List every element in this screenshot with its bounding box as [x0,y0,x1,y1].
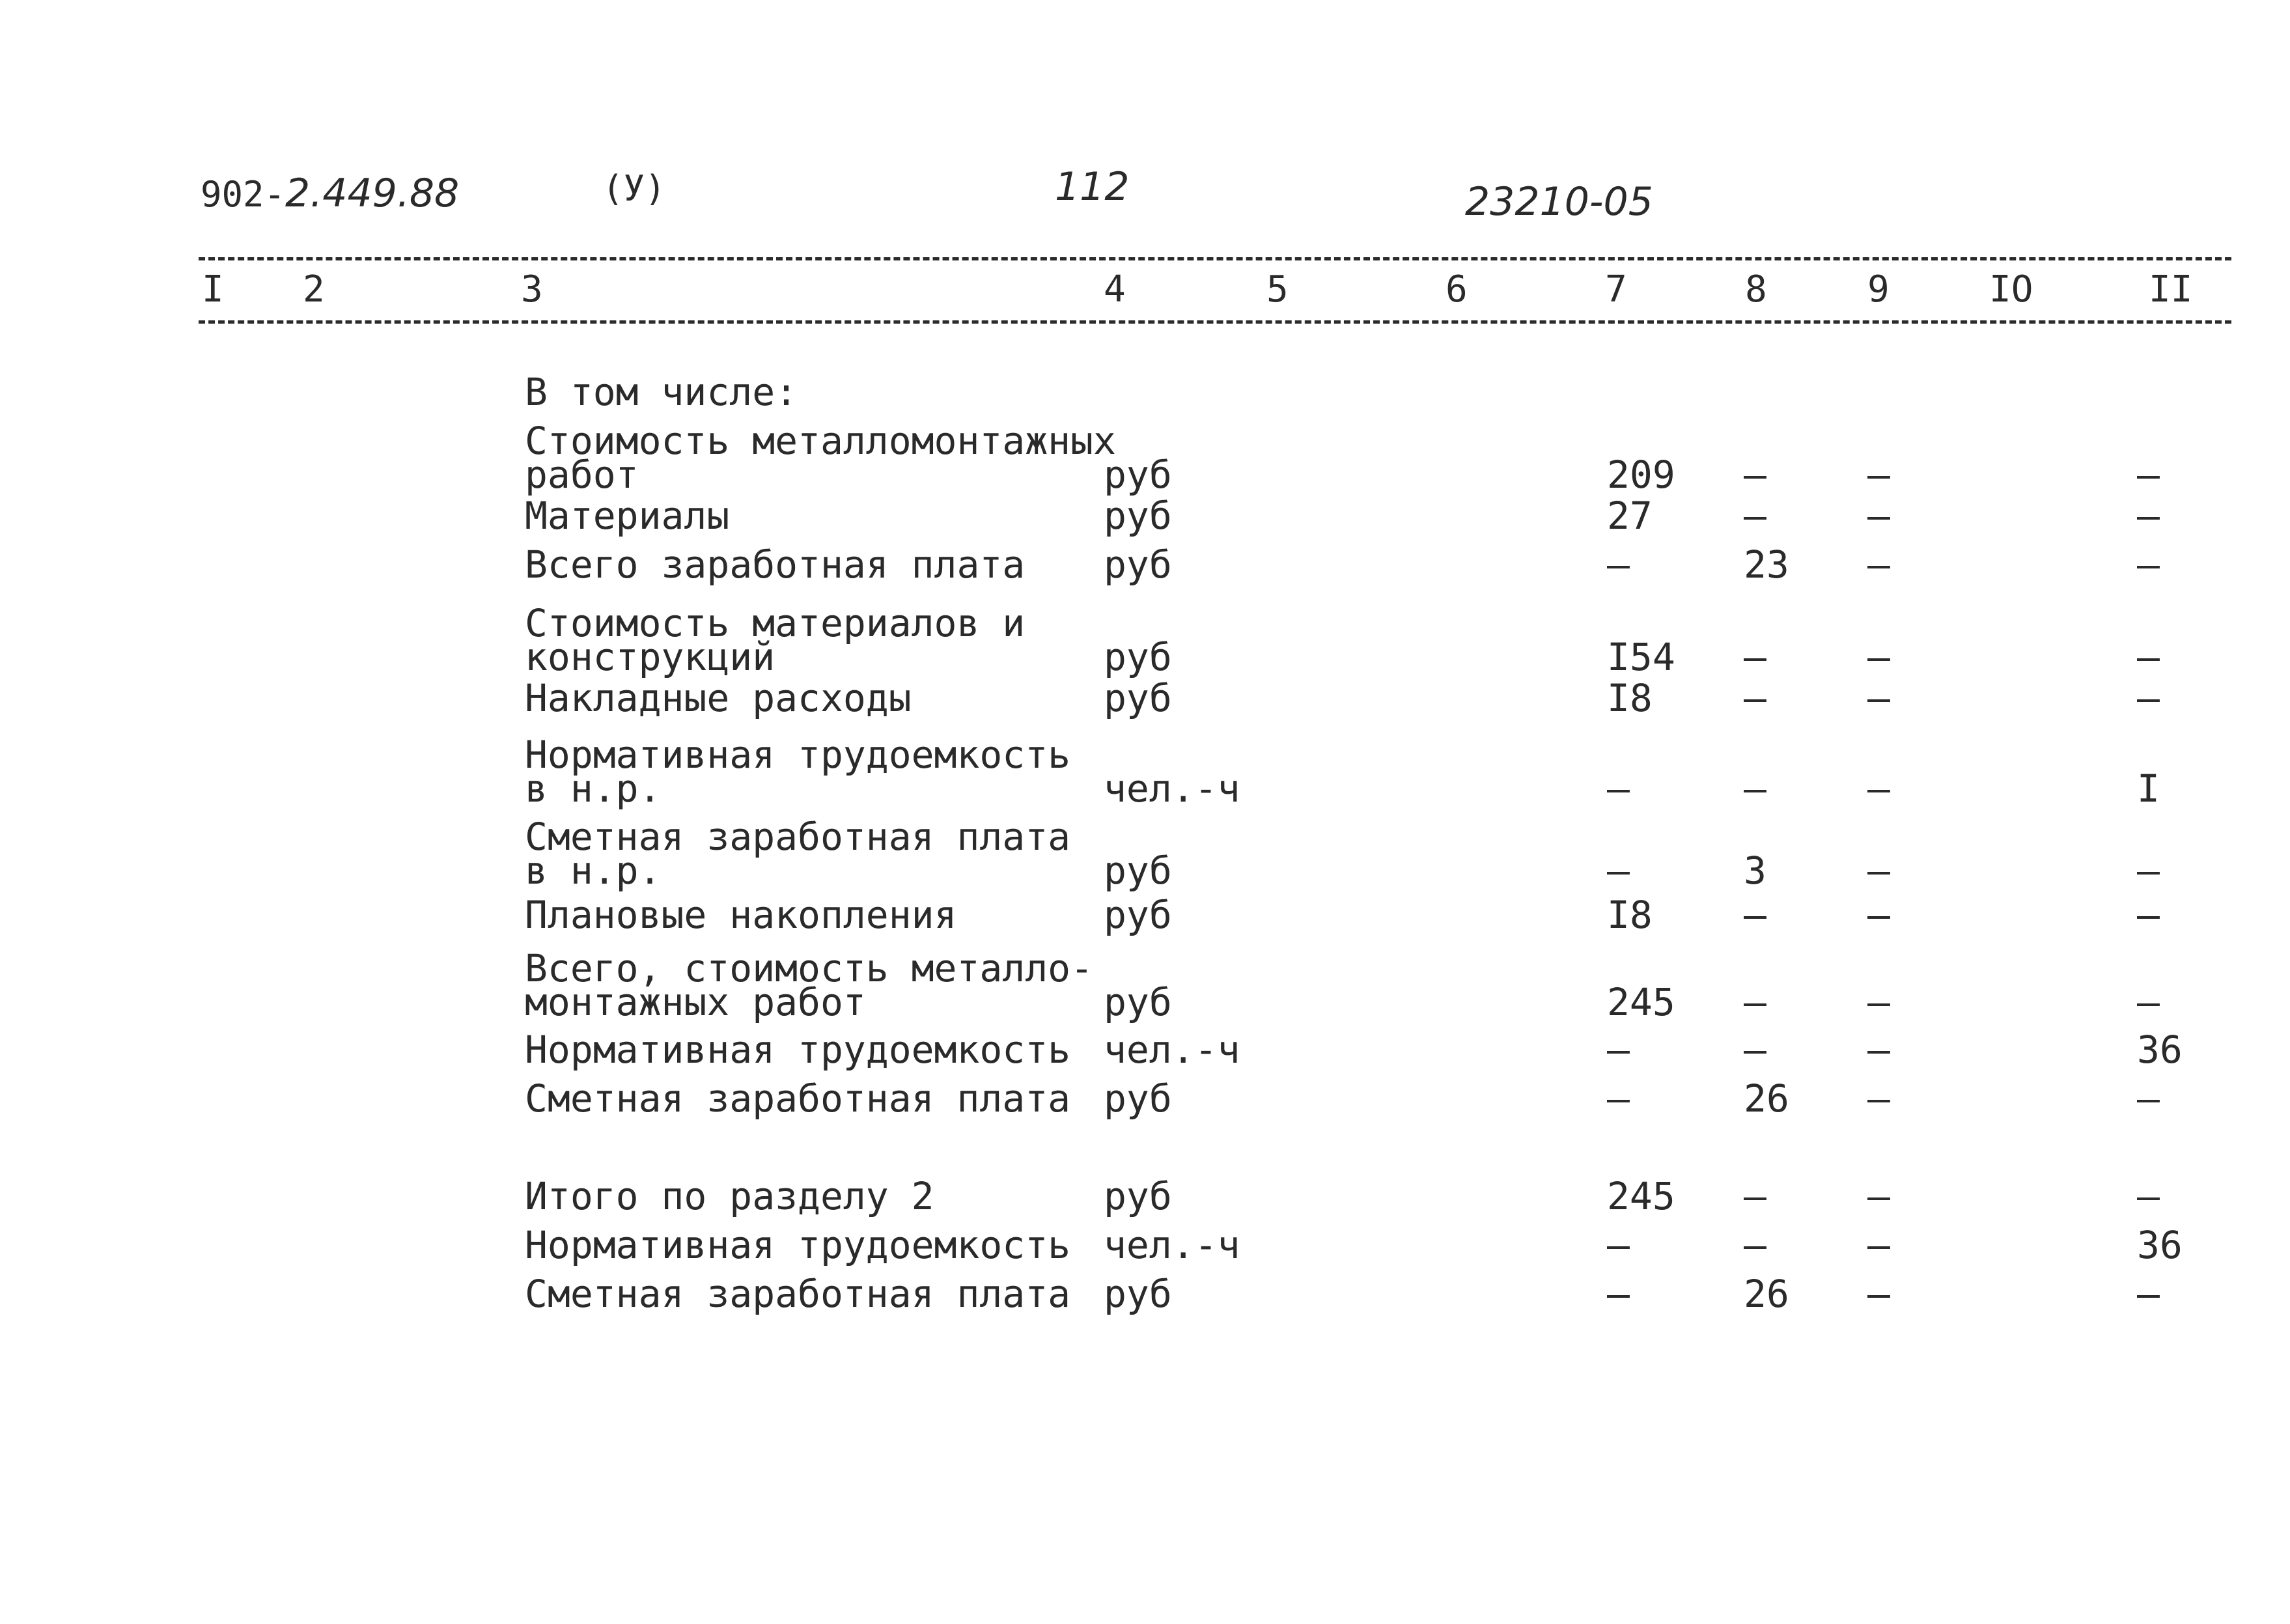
cell-col-8: – [1744,980,1766,1024]
row-label: Стоимость металломонтажных [525,419,1116,463]
header-rule-bottom [199,320,2231,324]
row-unit: руб [1104,542,1172,587]
row-label: в н.р. [525,766,662,811]
cell-col-7: – [1607,1076,1630,1121]
column-number: 2 [303,268,325,311]
row-unit: чел.-ч [1104,766,1240,811]
cell-col-8: – [1744,676,1766,720]
cell-col-7: I54 [1607,635,1675,679]
cell-col-11: 36 [2137,1223,2183,1267]
cell-col-7: 209 [1607,453,1675,497]
cell-col-8: – [1744,453,1766,497]
row-unit: руб [1104,1076,1172,1121]
column-number: 5 [1266,268,1289,311]
cell-col-9: – [1867,893,1890,937]
row-label: Итого по разделу 2 [525,1174,934,1218]
row-unit: руб [1104,893,1172,937]
cell-col-9: – [1867,676,1890,720]
cell-col-7: – [1607,848,1630,893]
doc-code-printed: 902- [201,174,286,215]
cell-col-8: – [1744,766,1766,811]
page-number: 112 [1055,164,1130,210]
cell-col-11: – [2137,1174,2160,1218]
doc-mark: (У) [602,168,666,209]
cell-col-8: – [1744,1174,1766,1218]
cell-col-9: – [1867,1223,1890,1267]
row-unit: чел.-ч [1104,1028,1240,1072]
cell-col-8: 26 [1744,1272,1789,1316]
column-number: 9 [1867,268,1890,311]
cell-col-9: – [1867,494,1890,538]
row-label: Стоимость материалов и [525,601,1026,645]
cell-col-9: – [1867,1028,1890,1072]
cell-col-9: – [1867,1076,1890,1121]
column-number: I [202,268,224,311]
cell-col-9: – [1867,542,1890,587]
column-number: 4 [1104,268,1126,311]
row-unit: руб [1104,848,1172,893]
header-rule-top [199,257,2231,260]
row-label: Материалы [525,494,730,538]
cell-col-7: – [1607,1028,1630,1072]
row-unit: руб [1104,1272,1172,1316]
cell-col-7: – [1607,1272,1630,1316]
doc-code [201,171,459,216]
cell-col-9: – [1867,453,1890,497]
row-unit: руб [1104,980,1172,1024]
row-label: конструкций [525,635,775,679]
cell-col-8: – [1744,893,1766,937]
row-unit: чел.-ч [1104,1223,1240,1267]
cell-col-11: – [2137,980,2160,1024]
cell-col-11: – [2137,635,2160,679]
cell-col-7: I8 [1607,676,1653,720]
cell-col-8: 26 [1744,1076,1789,1121]
cell-col-8: – [1744,1028,1766,1072]
cell-col-9: – [1867,848,1890,893]
cell-col-7: – [1607,1223,1630,1267]
section-intro: В том числе: [525,370,798,414]
row-label: Нормативная трудоемкость [525,1028,1071,1072]
cell-col-11: – [2137,1272,2160,1316]
cell-col-11: – [2137,494,2160,538]
row-label: Плановые накопления [525,893,957,937]
cell-col-11: – [2137,453,2160,497]
cell-col-7: 245 [1607,980,1675,1024]
row-label: монтажных работ [525,980,866,1024]
cell-col-9: – [1867,766,1890,811]
cell-col-9: – [1867,1174,1890,1218]
row-label: работ [525,453,639,497]
row-unit: руб [1104,676,1172,720]
cell-col-8: – [1744,1223,1766,1267]
cell-col-8: – [1744,635,1766,679]
cell-col-9: – [1867,635,1890,679]
cell-col-7: 27 [1607,494,1653,538]
cell-col-7: – [1607,542,1630,587]
doc-code-handwritten: 2.449.88 [285,171,460,216]
column-number: 8 [1745,268,1767,311]
row-label: Сметная заработная плата [525,815,1071,859]
cell-col-11: – [2137,848,2160,893]
cell-col-9: – [1867,1272,1890,1316]
cell-col-8: 3 [1744,848,1766,893]
column-number: 7 [1605,268,1627,311]
row-unit: руб [1104,635,1172,679]
cell-col-11: – [2137,676,2160,720]
cell-col-9: – [1867,980,1890,1024]
column-number: IO [1989,268,2033,311]
column-number: 6 [1445,268,1468,311]
row-unit: руб [1104,494,1172,538]
cell-col-7: 245 [1607,1174,1675,1218]
row-unit: руб [1104,453,1172,497]
row-label: в н.р. [525,848,662,893]
cell-col-8: – [1744,494,1766,538]
cell-col-7: I8 [1607,893,1653,937]
cell-col-7: – [1607,766,1630,811]
cell-col-8: 23 [1744,542,1789,587]
row-label: Сметная заработная плата [525,1272,1071,1316]
cell-col-11: 36 [2137,1028,2183,1072]
row-unit: руб [1104,1174,1172,1218]
row-label: Нормативная трудоемкость [525,1223,1071,1267]
cell-col-11: I [2137,766,2160,811]
row-label: Сметная заработная плата [525,1076,1071,1121]
cell-col-11: – [2137,893,2160,937]
cell-col-11: – [2137,542,2160,587]
archive-number: 23210-05 [1465,179,1653,225]
cell-col-11: – [2137,1076,2160,1121]
row-label: Накладные расходы [525,676,912,720]
column-number: 3 [521,268,543,311]
column-number: II [2149,268,2193,311]
row-label: Всего, стоимость металло- [525,946,1093,990]
row-label: Нормативная трудоемкость [525,733,1071,777]
row-label: Всего заработная плата [525,542,1026,587]
